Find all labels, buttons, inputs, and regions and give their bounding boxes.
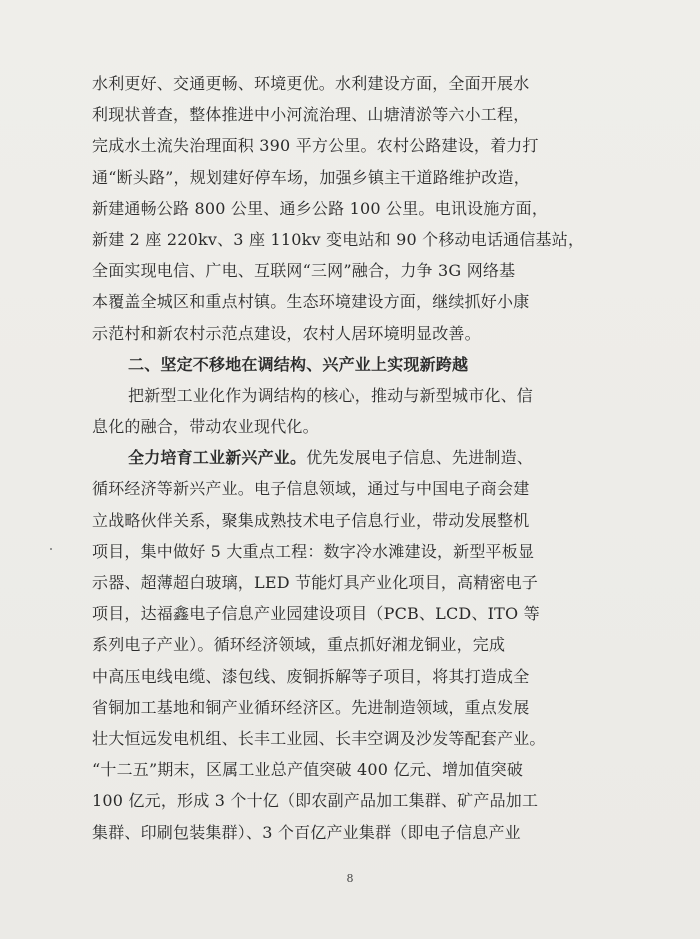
text-line: 循环经济等新兴产业。电子信息领域，通过与中国电子商会建 [92, 479, 530, 499]
text-line: 示范村和新农村示范点建设，农村人居环境明显改善。 [92, 323, 481, 343]
text-line: 系列电子产业）。循环经济领域，重点抓好湘龙铜业，完成 [92, 635, 506, 655]
scan-speck [50, 548, 52, 550]
text-line-rest: 优先发展电子信息、先进制造、 [306, 448, 534, 468]
text-line: 项目，集中做好 5 大重点工程：数字冷水滩建设，新型平板显 [92, 541, 535, 561]
text-line: 利现状普查，整体推进中小河流治理、山塘清淤等六小工程， [92, 105, 530, 125]
text-line: 新建 2 座 220kv、3 座 110kv 变电站和 90 个移动电话通信基站， [92, 229, 585, 249]
text-line: “十二五”期末，区属工业总产值突破 400 亿元、增加值突破 [92, 760, 524, 780]
text-line: 100 亿元，形成 3 个十亿（即农副产品加工集群、矿产品加工 [92, 791, 539, 811]
text-line [92, 442, 612, 473]
text-line: 把新型工业化作为调结构的核心，推动与新型城市化、信 [128, 385, 534, 405]
text-line: 本覆盖全城区和重点村镇。生态环境建设方面，继续抓好小康 [92, 292, 530, 312]
text-line: 水利更好、交通更畅、环境更优。水利建设方面，全面开展水 [92, 74, 530, 93]
text-line: 项目，达福鑫电子信息产业园建设项目（PCB、LCD、ITO 等 [92, 604, 540, 624]
text-line: 息化的融合，带动农业现代化。 [92, 417, 319, 437]
text-line: 示器、超薄超白玻璃，LED 节能灯具产业化项目，高精密电子 [92, 573, 539, 592]
document-body [92, 68, 612, 848]
text-line: 壮大恒远发电机组、长丰工业园、长丰空调及沙发等配套产业。 [92, 728, 546, 748]
text-line: 通“断头路”，规划建好停车场，加强乡镇主干道路维护改造， [92, 167, 530, 187]
text-line: 中高压电线电缆、漆包线、废铜拆解等子项目，将其打造成全 [92, 666, 530, 686]
bold-lead-text: 全力培育工业新兴产业。 [128, 448, 307, 468]
text-line: 全面实现电信、广电、互联网“三网”融合，力争 3G 网络基 [92, 261, 516, 281]
text-line: 省铜加工基地和铜产业循环经济区。先进制造领域，重点发展 [92, 697, 530, 717]
text-line: 集群、印刷包装集群）、3 个百亿产业集群（即电子信息产业 [92, 822, 521, 842]
page-number: 8 [346, 872, 354, 885]
text-line: 完成水土流失治理面积 390 平方公里。农村公路建设，着力打 [92, 136, 539, 156]
section-heading: 二、坚定不移地在调结构、兴产业上实现新跨越 [128, 354, 469, 374]
text-line: 立战略伙伴关系，聚集成熟技术电子信息行业，带动发展整机 [92, 510, 530, 530]
text-line: 新建通畅公路 800 公里、通乡公路 100 公里。电讯设施方面， [92, 198, 549, 218]
